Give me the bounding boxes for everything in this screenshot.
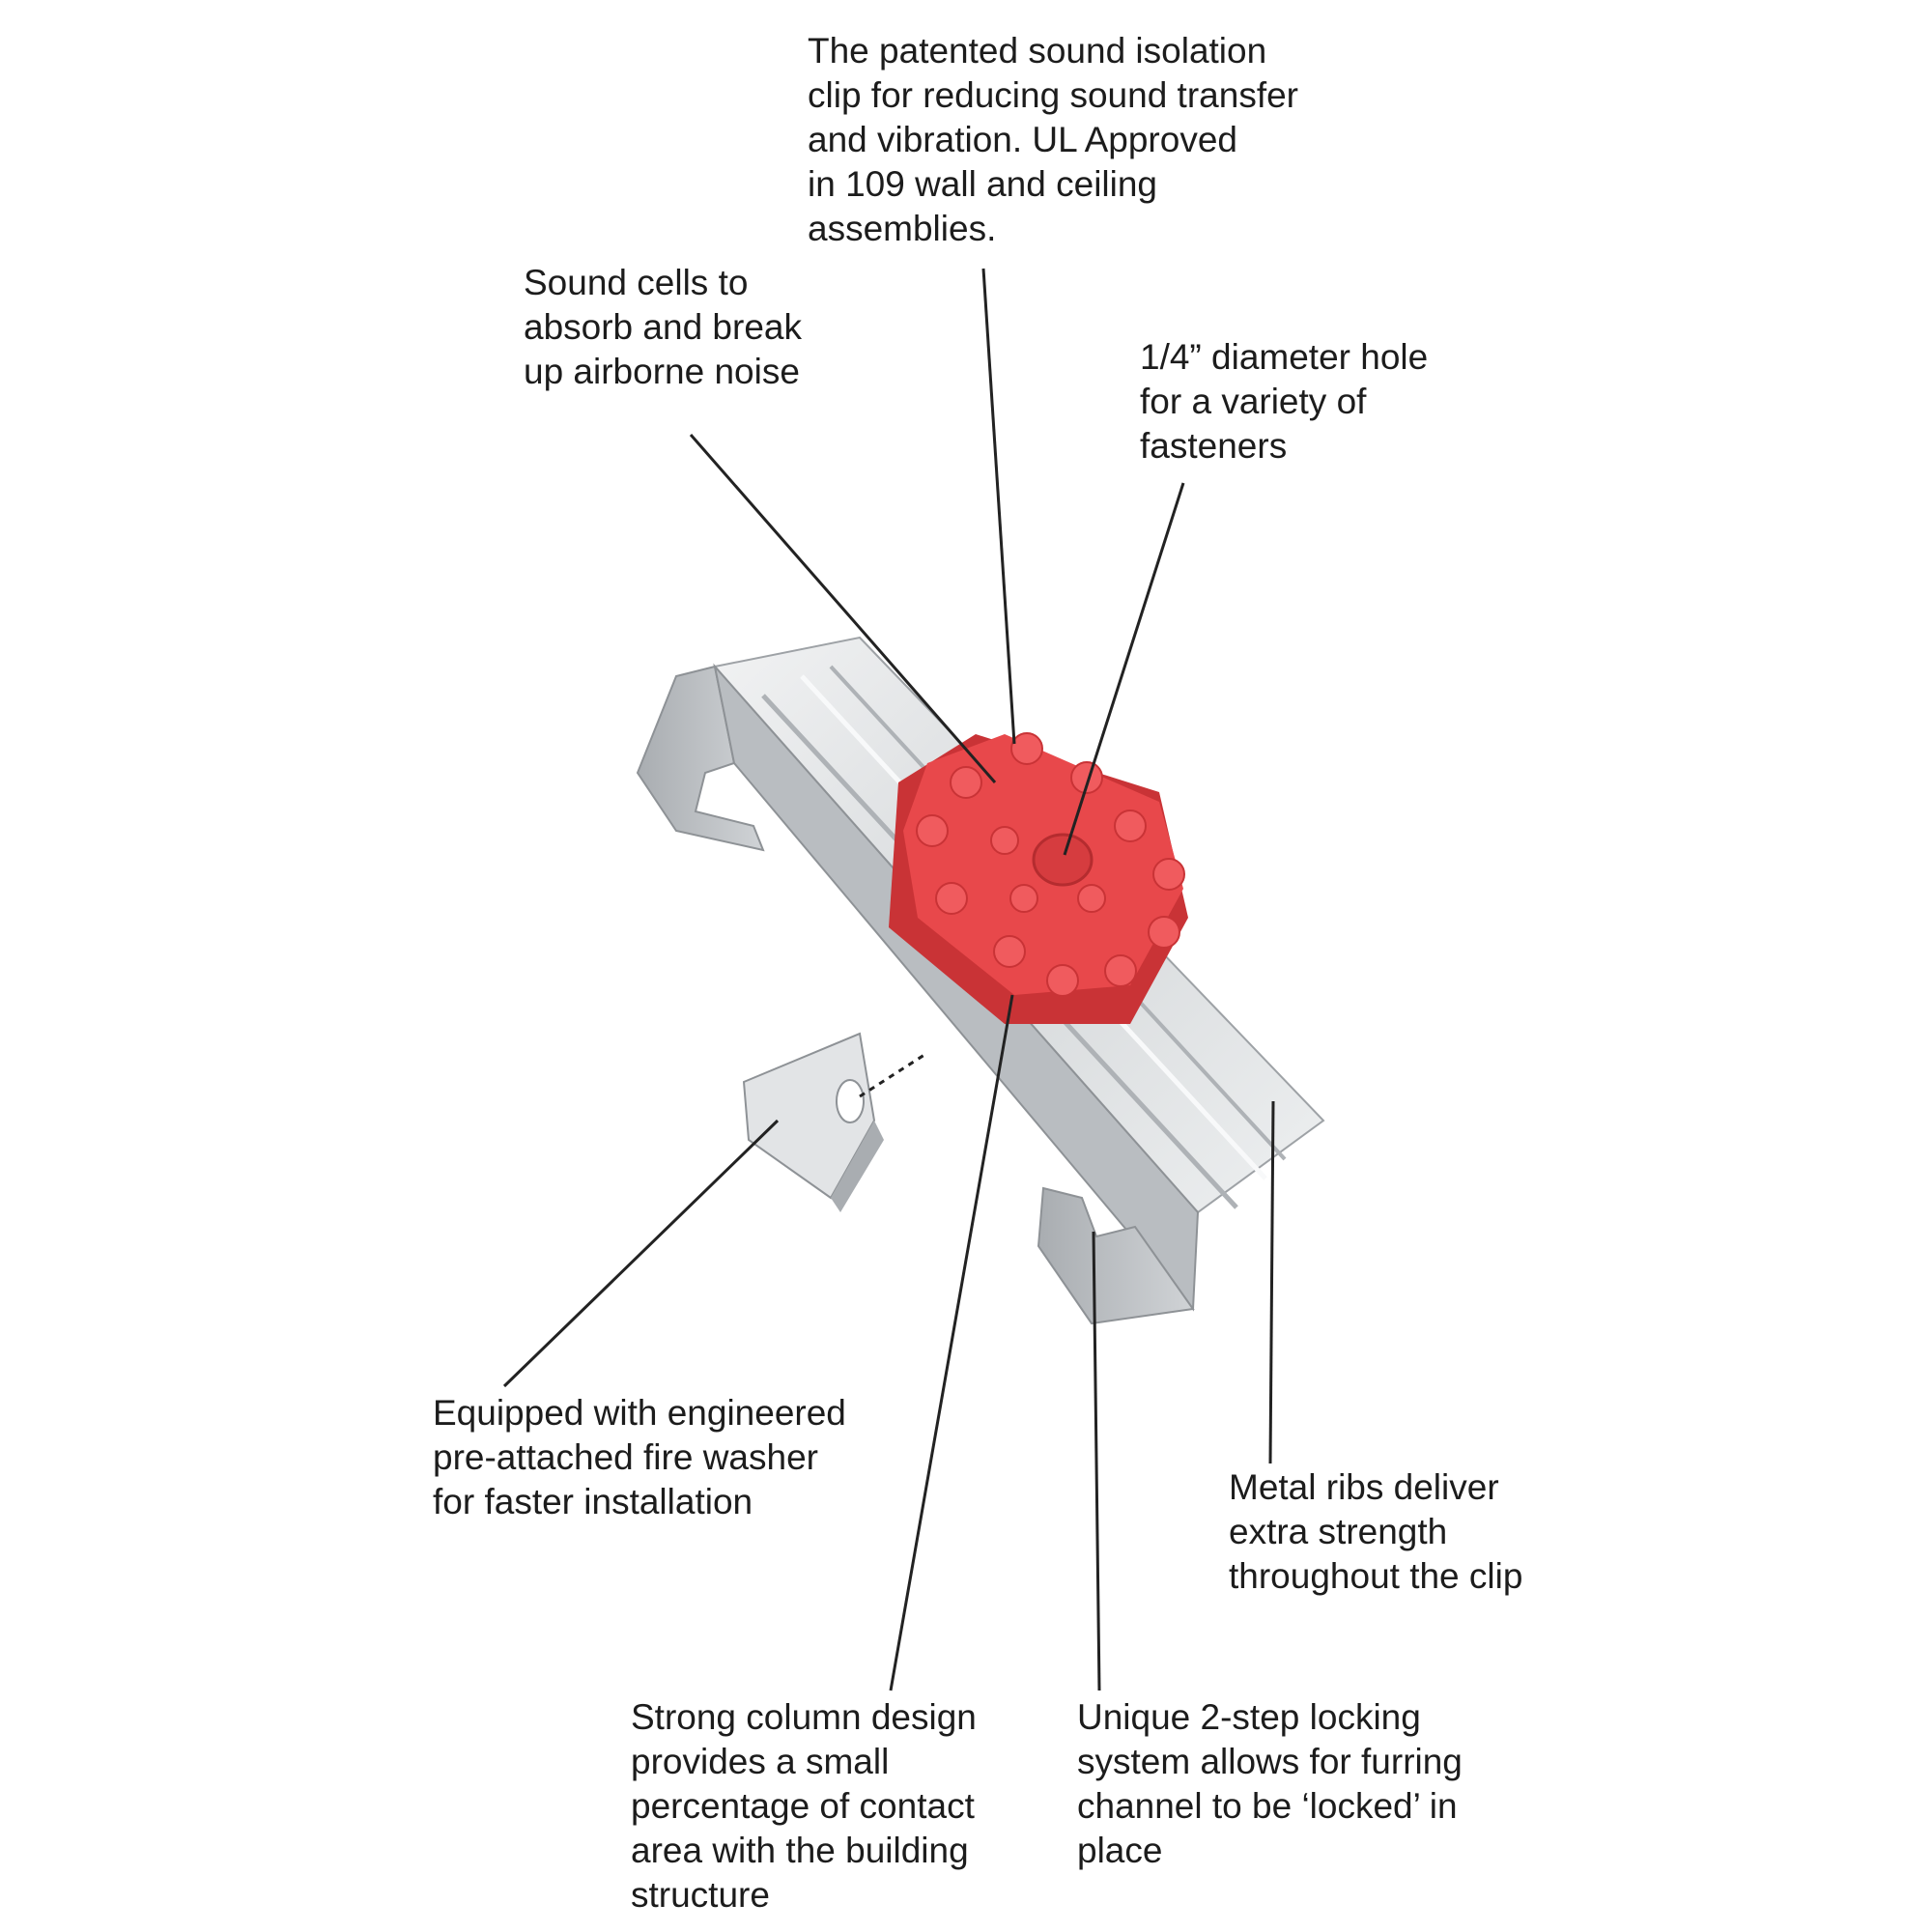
callout-column-design: Strong column design provides a small percentage of contact area with the building structure [631, 1697, 977, 1915]
callout-fire-washer: Equipped with engineered pre-attached fire washer for faster installation [433, 1393, 846, 1521]
leader-line-patent [983, 269, 1014, 744]
fire-washer [744, 1034, 927, 1212]
leader-line-washer [504, 1121, 778, 1386]
callout-patented-clip: The patented sound isolation clip for reducing sound transfer and vibration. UL Approved in 109 wall and ceiling assemblies. [808, 31, 1298, 248]
callout-diameter-hole: 1/4” diameter hole for a variety of fasteners [1140, 337, 1429, 466]
callout-locking-system: Unique 2-step locking system allows for furring channel to be ‘locked’ in place [1077, 1697, 1463, 1870]
leader-line-column [891, 995, 1012, 1690]
fastener-hole [1034, 835, 1092, 885]
callout-sound-cells: Sound cells to absorb and break up airborne noise [524, 263, 802, 391]
callout-metal-ribs: Metal ribs deliver extra strength throughout the clip [1229, 1467, 1523, 1596]
washer-dashed-connector [860, 1053, 927, 1096]
